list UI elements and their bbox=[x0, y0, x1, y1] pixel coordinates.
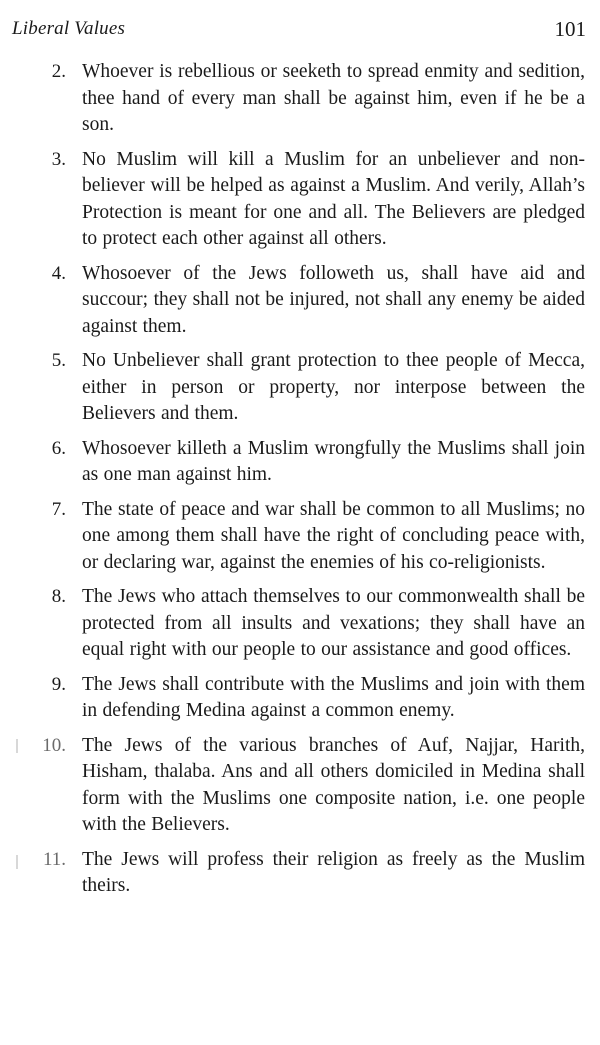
item-text: No Muslim will kill a Muslim for an unbeliever and non-believer will be helped as against a Muslim. And verily, Allah’s Protection is meant for one and all. The Believers are pledged to protect each other against all others. bbox=[82, 148, 585, 249]
item-number: 9. bbox=[51, 673, 66, 695]
item-number: 10. bbox=[42, 734, 66, 756]
list-item bbox=[0, 584, 600, 664]
item-text: The Jews who attach themselves to our commonwealth shall be protected from all insults and vexations; they shall have an equal right with our people to our assistance and good offices. bbox=[82, 586, 585, 660]
item-text: The state of peace and war shall be common to all Muslims; no one among them shall have the right of concluding peace with, or declaring war, against the enemies of his co-religionists. bbox=[82, 498, 585, 573]
list-item bbox=[0, 348, 600, 428]
item-text: The Jews shall contribute with the Muslims and join with them in defending Medina against a common enemy. bbox=[82, 673, 585, 721]
item-text: Whosoever of the Jews followeth us, shall have aid and succour; they shall not be injured, not shall any enemy be aided against them. bbox=[82, 262, 585, 337]
item-text: The Jews of the various branches of Auf, Najjar, Harith, Hisham, thalaba. Ans and all others domiciled in Medina shall form with the Muslims one composite nation, i.e. one people with the Believers. bbox=[82, 734, 585, 835]
list-item bbox=[0, 147, 600, 253]
item-number: 3. bbox=[51, 148, 66, 170]
list-item bbox=[0, 672, 600, 725]
margin-edge-mark bbox=[16, 855, 18, 869]
item-number: 2. bbox=[51, 61, 66, 82]
numbered-clause-list bbox=[0, 59, 600, 908]
item-number: 8. bbox=[51, 586, 66, 607]
list-item bbox=[0, 733, 600, 839]
item-number: 7. bbox=[51, 498, 66, 520]
item-number: 5. bbox=[51, 350, 66, 371]
margin-edge-mark bbox=[16, 739, 18, 753]
item-text: Whoever is rebellious or seeketh to spread enmity and sedition, thee hand of every man shall be against him, even if he be a son. bbox=[82, 61, 585, 135]
item-text: The Jews will profess their religion as freely as the Muslim theirs. bbox=[82, 848, 585, 896]
list-item bbox=[0, 497, 600, 577]
item-number: 11. bbox=[42, 848, 66, 870]
list-item bbox=[0, 261, 600, 341]
list-item bbox=[0, 59, 600, 139]
item-number: 4. bbox=[51, 262, 66, 284]
list-item bbox=[0, 436, 600, 489]
running-header-title: Liberal Values bbox=[12, 18, 126, 39]
item-number: 6. bbox=[51, 437, 66, 459]
item-text: No Unbeliever shall grant protection to thee people of Mecca, either in person or property, nor interpose between the Believers and them. bbox=[82, 350, 585, 424]
page-number: 101 bbox=[554, 17, 586, 41]
list-item bbox=[0, 847, 600, 900]
item-text: Whosoever killeth a Muslim wrongfully the Muslims shall join as one man against him. bbox=[82, 437, 585, 485]
